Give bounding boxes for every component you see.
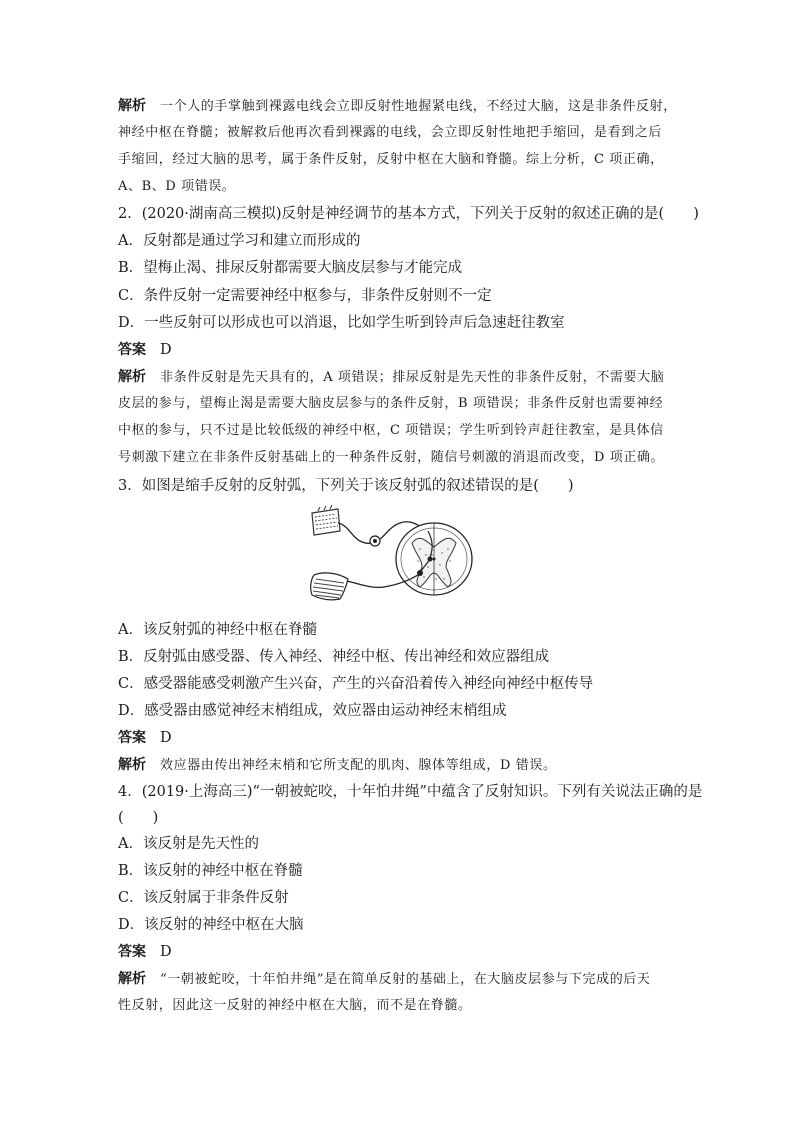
q2-option-a: A．反射都是通过学习和建立而形成的: [118, 233, 361, 249]
q3-answer: [118, 728, 678, 748]
q4-option-a: A．该反射是先天性的: [118, 836, 259, 852]
analysis-label: 解析: [118, 369, 146, 385]
q3-option-d: D．感受器由感觉神经末梢组成，效应器由运动神经末梢组成: [118, 703, 507, 719]
q2-analysis-line-4: 号刺激下建立在非条件反射基础上的一种条件反射，随信号刺激的消退而改变，D 项正确。: [118, 450, 665, 465]
q4-stem: 4．(2019·上海高三)“一朝被蛇咬，十年怕井绳”中蕴含了反射知识。下列有关说法正确的是: [118, 784, 703, 800]
q1-analysis-line-1: 解析 一个人的手掌触到裸露电线会立即反射性地握紧电线，不经过大脑，这是非条件反射，: [118, 98, 677, 114]
q3-option-a: A．该反射弧的神经中枢在脊髓: [118, 622, 317, 638]
q2-analysis-line-2: 皮层的参与，望梅止渴是需要大脑皮层参与的条件反射，B 项错误；非条件反射也需要神经: [118, 396, 664, 411]
q4-analysis-line-2: 性反射，因此这一反射的神经中枢在大脑，而不是在脊髓。: [118, 998, 472, 1013]
q1-analysis-line-3: 手缩回，经过大脑的思考，属于条件反射，反射中枢在大脑和脊髓。综上分析，C 项正确，: [118, 152, 664, 167]
answer-label: 答案: [118, 730, 146, 746]
q3-analysis-line-1: 解析 效应器由传出神经末梢和它所支配的肌肉、腺体等组成，D 错误。: [118, 757, 557, 773]
q4-option-b: B．该反射的神经中枢在脊髓: [118, 863, 303, 879]
q4-answer: [118, 942, 678, 962]
q4-option-c: C．该反射属于非条件反射: [118, 890, 289, 906]
effector-muscle-icon: [311, 573, 348, 600]
answer-label: 答案: [118, 944, 146, 960]
q3-option-c: C．感受器能感受刺激产生兴奋，产生的兴奋沿着传入神经向神经中枢传导: [118, 676, 594, 692]
q3-option-b: B．反射弧由感受器、传入神经、神经中枢、传出神经和效应器组成: [118, 649, 550, 665]
receptor-skin-icon: [312, 505, 340, 535]
q2-option-d: D．一些反射可以形成也可以消退，比如学生听到铃声后急速赶往教室: [118, 315, 565, 331]
analysis-label: 解析: [118, 757, 146, 773]
spinal-cord-icon: [396, 523, 472, 595]
q2-option-c: C．条件反射一定需要神经中枢参与，非条件反射则不一定: [118, 288, 492, 304]
q2-option-b: B．望梅止渴、排尿反射都需要大脑皮层参与才能完成: [118, 260, 463, 276]
q2-stem: 2．(2020·湖南高三模拟)反射是神经调节的基本方式，下列关于反射的叙述正确的是( ): [118, 206, 699, 222]
analysis-label: 解析: [118, 98, 146, 114]
q4-option-d: D．该反射的神经中枢在大脑: [118, 917, 304, 933]
answer-value: D: [160, 342, 172, 358]
q1-analysis-line-4: A、B、D 项错误。: [118, 179, 236, 194]
answer-label: 答案: [118, 342, 146, 358]
q4-stem-cont: ( ): [118, 810, 159, 826]
answer-value: D: [160, 730, 172, 746]
q1-analysis-line-2: 神经中枢在脊髓；被解救后他再次看到裸露的电线，会立即反射性地把手缩回，是看到之后: [118, 125, 663, 140]
reflex-arc-figure: [300, 503, 486, 605]
answer-value: D: [160, 944, 172, 960]
q4-analysis-line-1: 解析 “一朝被蛇咬，十年怕井绳”是在简单反射的基础上，在大脑皮层参与下完成的后天: [118, 971, 651, 987]
q2-answer: [118, 340, 678, 360]
analysis-label: 解析: [118, 971, 146, 987]
q2-analysis-line-1: 解析 非条件反射是先天具有的，A 项错误；排尿反射是先天性的非条件反射，不需要大脑: [118, 369, 665, 385]
q2-analysis-line-3: 中枢的参与，只不过是比较低级的神经中枢，C 项错误；学生听到铃声赶往教室，是具体信: [118, 423, 664, 438]
q3-stem: 3．如图是缩手反射的反射弧，下列关于该反射弧的叙述错误的是( ): [118, 478, 574, 494]
